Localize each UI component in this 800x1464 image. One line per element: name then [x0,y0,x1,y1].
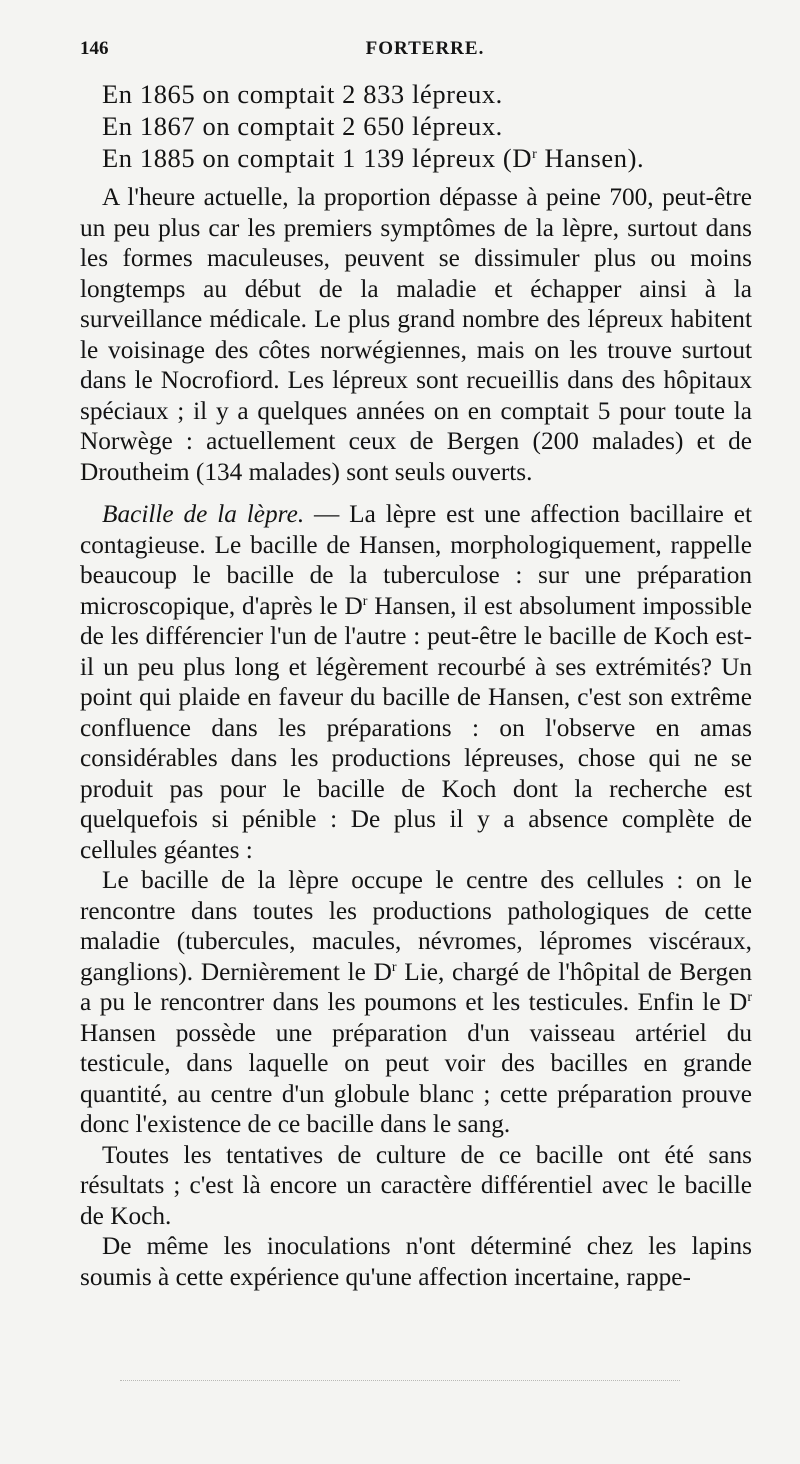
running-title: FORTERRE. [365,38,485,59]
body-text [80,182,752,1292]
paragraph-bacillus-text-a: — La lèpre est une affection bacillaire et contagieuse. Le bacille de Hansen, morphologiquement, rappelle beaucoup le bacille de la tuberculose : sur une préparation microscopique, d'après le D [80,500,752,620]
paragraph-location-text-b: Lie, chargé de l'hôpital de Bergen a pu le rencontrer dans les poumons et les testicules. Enfin le D [80,957,752,1016]
stat-line-1885 [102,142,752,174]
page-number: 146 [80,38,109,59]
paragraph-bacillus-text-b: Hansen, il est absolument impossible de les différencier l'un de l'autre : peut-être le bacille de Koch est-il un peu plus long et légèrement recourbé à ses extrémités? Un point qui plaide en faveur du bacille de Hansen, c'est son extrême confluence dans les préparations : on l'observe en amas considérables dans les productions lépreuses, chose qui ne se produit pas pour le bacille de Koch dont la recherche est quelquefois si pénible : De plus il y a absence complète de cellules géantes : [80,591,752,864]
stat-line-1885-tail: Hansen). [537,143,645,173]
paragraph-location-text-a: Le bacille de la lèpre occupe le centre des cellules : on le rencontre dans toutes les productions pathologiques de cette maladie (tubercules, macules, névromes, lépromes viscéraux, ganglions). Dernièrement le D [80,866,752,986]
stat-line-1865: En 1865 on comptait 2 833 lépreux. [102,79,503,109]
paragraph-culture: Toutes les tentatives de culture de ce bacille ont été sans résultats ; c'est là encore un caractère différentiel avec le bacille de Koch. [80,1140,752,1230]
section-title-bacillus: Bacille de la lèpre. [102,500,305,528]
stat-line-1885-text: En 1885 on comptait 1 139 lépreux (D [102,143,533,173]
print-speckle-line [120,1380,680,1383]
doctor-abbrev-sup: r [391,959,397,975]
doctor-abbrev-sup: r [362,593,368,609]
leprosy-statistics [102,78,752,174]
stat-line-1867: En 1867 on comptait 2 650 lépreux. [102,111,503,141]
paragraph-location [80,865,752,1140]
paragraph-bacillus [80,499,752,865]
paragraph-location-text-c: Hansen possède une préparation d'un vaisseau artériel du testicule, dans laquelle on peut voir des bacilles en grande quantité, au centre d'un globule blanc ; cette préparation prouve donc l'existence de ce bacille dans le sang. [80,1018,752,1138]
paragraph-inoculation: De même les inoculations n'ont déterminé chez les lapins soumis à cette expérience qu'une affection incertaine, rappe- [80,1232,752,1291]
page-header [80,0,752,58]
paragraph-norway-situation: A l'heure actuelle, la proportion dépasse à peine 700, peut-être un peu plus car les premiers symptômes de la lèpre, surtout dans les formes maculeuses, peuvent se dissimuler plus ou moins longtemps au début de la maladie et échapper ainsi à la surveillance médicale. Le plus grand nombre des lépreux habitent le voisinage des côtes norwégiennes, mais on les trouve surtout dans le Nocrofiord. Les lépreux sont recueillis dans des hôpitaux spéciaux ; il y a quelques années on en comptait 5 pour toute la Norwège : actuellement ceux de Bergen (200 malades) et de Droutheim (134 malades) sont seuls ouverts. [80,183,752,486]
doctor-abbrev-sup: r [532,147,538,162]
doctor-abbrev-sup: r [747,990,752,1005]
